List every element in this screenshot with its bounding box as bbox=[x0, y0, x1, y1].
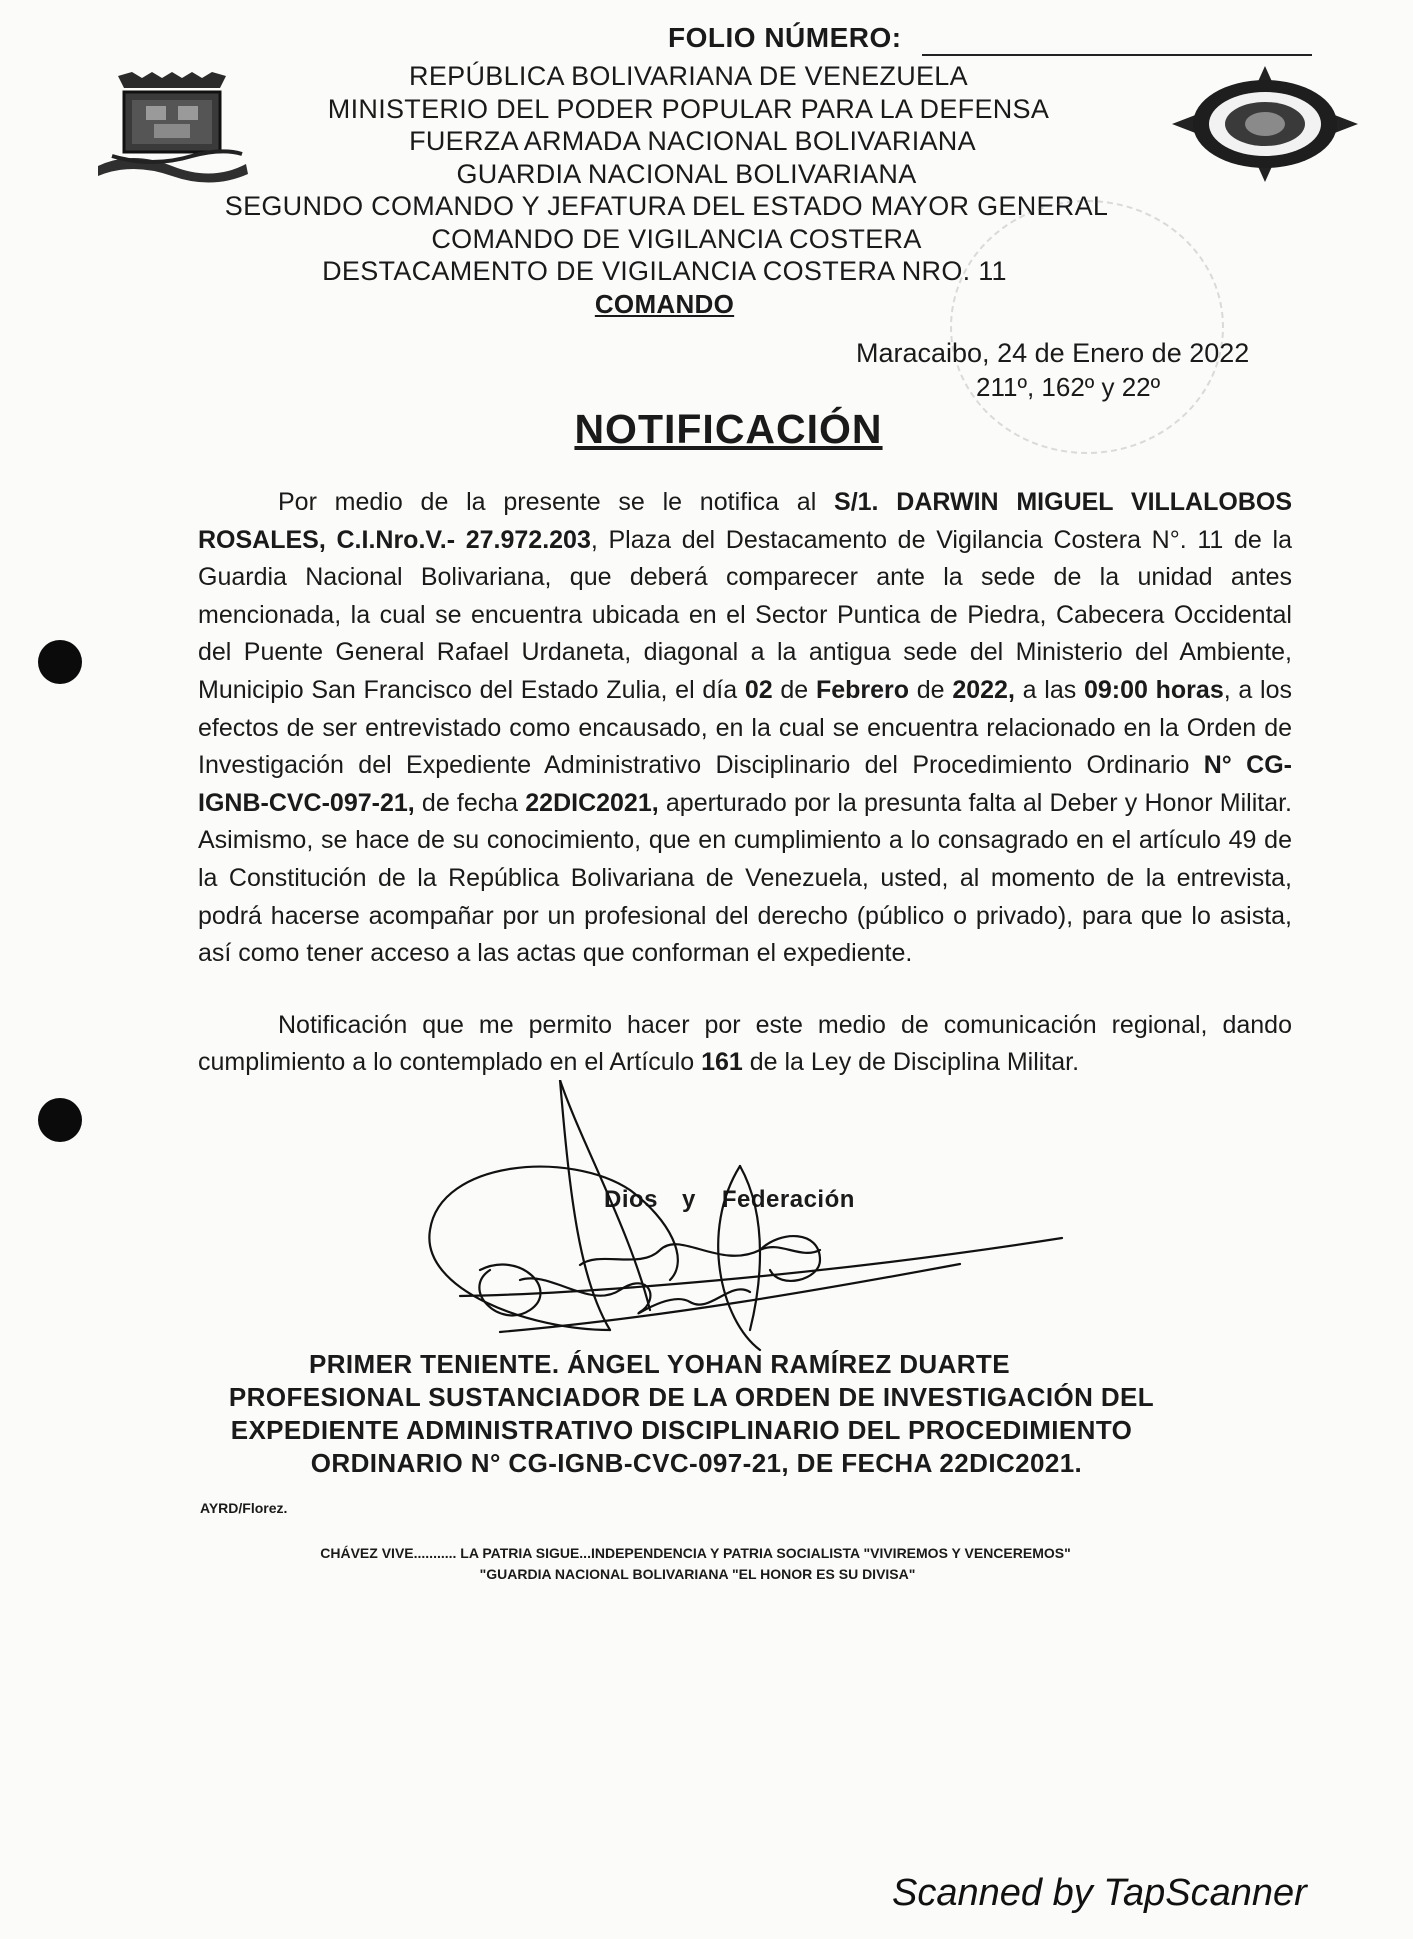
letterhead-line: COMANDO DE VIGILANCIA COSTERA bbox=[431, 223, 922, 254]
letterhead-line: DESTACAMENTO DE VIGILANCIA COSTERA NRO. 11 bbox=[322, 256, 1007, 286]
body-bold-span: 2022, bbox=[952, 675, 1015, 704]
footer-line: "GUARDIA NACIONAL BOLIVARIANA "EL HONOR ES SU DIVISA" bbox=[479, 1566, 916, 1582]
signer-line: ORDINARIO N° CG-IGNB-CVC-097-21, DE FECHA 22DIC2021. bbox=[310, 1448, 1083, 1478]
body-text-span: a las bbox=[1014, 675, 1084, 704]
footer-slogan bbox=[0, 1543, 1413, 1585]
body-text-span: de bbox=[772, 675, 816, 704]
body-bold-span: 09:00 horas bbox=[1083, 675, 1224, 704]
notification-body bbox=[198, 484, 1292, 1082]
signer-line: PROFESIONAL SUSTANCIADOR DE LA ORDEN DE INVESTIGACIÓN DEL bbox=[228, 1382, 1155, 1412]
signer-line: PRIMER TENIENTE. ÁNGEL YOHAN RAMÍREZ DUARTE bbox=[309, 1349, 1010, 1379]
letterhead-line: MINISTERIO DEL PODER POPULAR PARA LA DEFENSA bbox=[327, 93, 1050, 124]
body-bold-span: Febrero bbox=[815, 675, 910, 704]
closing-word: y bbox=[682, 1186, 696, 1213]
body-bold-span: 161 bbox=[701, 1048, 743, 1077]
folio-number-line bbox=[922, 54, 1312, 56]
place-date: Maracaibo, 24 de Enero de 2022 bbox=[856, 338, 1250, 368]
body-text-span: Notificación que me permito hacer por este medio de comunicación regional, dando cumplimiento a lo contemplado en el Artículo bbox=[198, 1010, 1292, 1077]
letterhead-line: GUARDIA NACIONAL BOLIVARIANA bbox=[456, 158, 917, 189]
body-text-span: aperturado por la presunta falta al Deber y Honor Militar. Asimismo, se hace de su conocimiento, que en cumplimiento a lo consagrado en el artículo 49 de la Constitución de la República Bolivariana de Venezuela, usted, al momento de la entrevista, podrá hacerse acompañar por un profesional del derecho (público o privado), para que lo asista, así como tener acceso a las actas que conforman el expediente. bbox=[198, 788, 1292, 968]
body-bold-span: N° CG-IGNB-CVC-097-21, bbox=[198, 751, 1292, 817]
body-text-span: de bbox=[909, 675, 953, 704]
body-paragraph bbox=[198, 484, 1292, 973]
punch-hole bbox=[38, 1098, 82, 1142]
signer-line: EXPEDIENTE ADMINISTRATIVO DISCIPLINARIO DEL PROCEDIMIENTO bbox=[230, 1415, 1133, 1445]
letterhead-line: REPÚBLICA BOLIVARIANA DE VENEZUELA bbox=[409, 61, 968, 91]
letterhead-line: FUERZA ARMADA NACIONAL BOLIVARIANA bbox=[409, 126, 976, 156]
folio-label: FOLIO NÚMERO: bbox=[668, 22, 902, 53]
document-title-text: NOTIFICACIÓN bbox=[574, 406, 883, 452]
signer-block bbox=[0, 1348, 1413, 1480]
reference-initials: AYRD/Florez. bbox=[200, 1500, 288, 1516]
letterhead-unit: COMANDO bbox=[594, 288, 735, 319]
handwritten-signature bbox=[400, 1080, 1080, 1370]
body-text-span: , Plaza del Destacamento de Vigilancia Costera N°. 11 de la Guardia Nacional Bolivariana, que deberá comparecer ante la sede de la unidad antes mencionada, la cual se encuentra ubicada en el Sector Puntica de Piedra, Cabecera Occidental del Puente General Rafael Urdaneta, diagonal a la antigua sede del Ministerio del Ambiente, Municipio San Francisco del Estado Zulia, el día bbox=[198, 525, 1292, 704]
scanner-watermark: Scanned by TapScanner bbox=[892, 1872, 1307, 1914]
body-text-span: , a los efectos de ser entrevistado como encausado, en la cual se encuentra relacionado en la Orden de Investigación del Expediente Administrativo Disciplinario del Procedimiento Ordinario bbox=[198, 675, 1293, 780]
body-paragraph bbox=[198, 1007, 1292, 1082]
body-text-span: de fecha bbox=[414, 788, 526, 817]
letterhead-line: SEGUNDO COMANDO Y JEFATURA DEL ESTADO MAYOR GENERAL bbox=[224, 191, 1109, 221]
body-bold-span: 02 bbox=[744, 675, 773, 704]
closing-word: Dios bbox=[604, 1186, 659, 1213]
body-bold-span: 22DIC2021, bbox=[525, 788, 659, 817]
patriotic-years: 211º, 162º y 22º bbox=[976, 372, 1161, 402]
body-bold-span: S/1. DARWIN MIGUEL VILLALOBOS ROSALES, C.I.Nro.V.- 27.972.203 bbox=[198, 488, 1292, 554]
body-text-span: de la Ley de Disciplina Militar. bbox=[742, 1048, 1080, 1077]
footer-line: CHÁVEZ VIVE........... LA PATRIA SIGUE...INDEPENDENCIA Y PATRIA SOCIALISTA "VIVIREMOS Y VENCEREMOS" bbox=[320, 1545, 1071, 1561]
document-title bbox=[0, 406, 1413, 453]
closing-word: Federación bbox=[721, 1186, 855, 1213]
punch-hole bbox=[38, 640, 82, 684]
body-text-span: Por medio de la presente se le notifica al bbox=[278, 488, 835, 516]
